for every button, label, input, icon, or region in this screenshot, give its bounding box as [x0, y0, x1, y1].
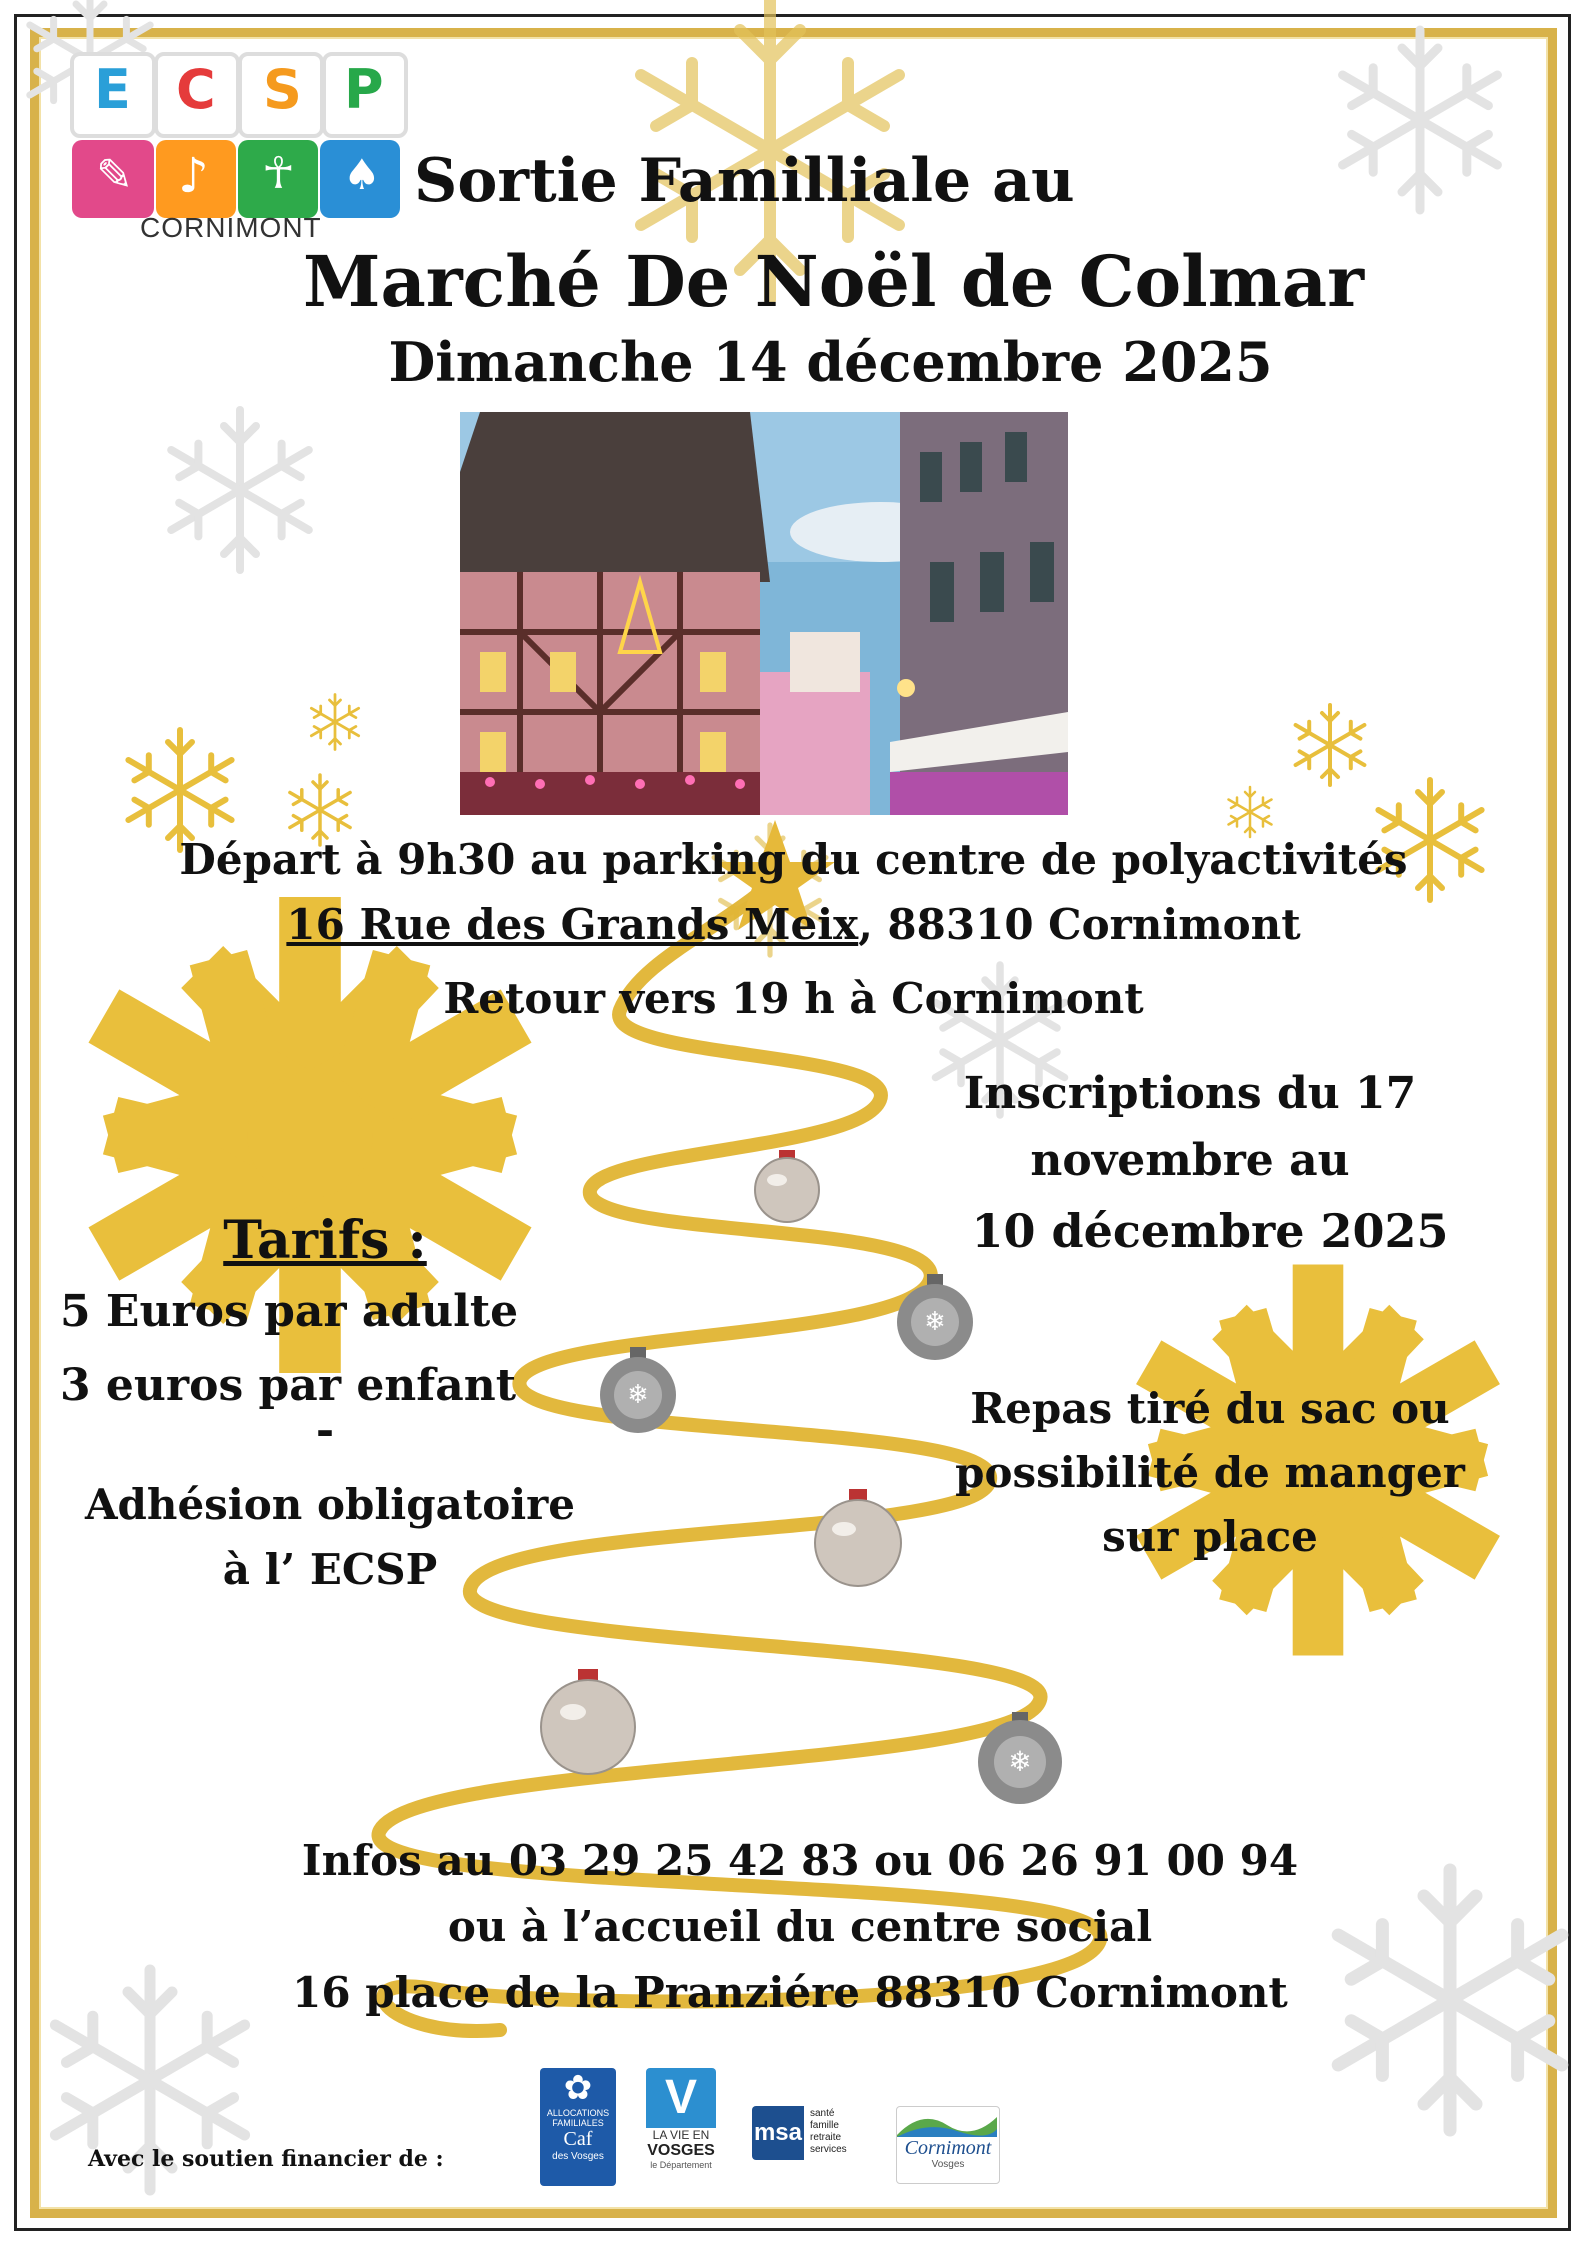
- msa-line: famille: [810, 2120, 839, 2131]
- logo-letter-c: C: [176, 58, 216, 121]
- tarif-child: 3 euros par enfant: [60, 1360, 517, 1411]
- vosges-line-3: le Département: [650, 2160, 712, 2170]
- caf-top: ALLOCATIONS FAMILIALES: [546, 2108, 610, 2128]
- hills-icon: [897, 2107, 997, 2137]
- address-city: , 88310 Cornimont: [858, 900, 1301, 949]
- svg-text:❄: ❄: [924, 1307, 946, 1337]
- tarif-adult: 5 Euros par adulte: [60, 1286, 519, 1337]
- logo-letter-p: P: [344, 58, 384, 121]
- vosges-line-2: VOSGES: [647, 2142, 715, 2159]
- registration-line-1: Inscriptions du 17: [963, 1068, 1417, 1119]
- colmar-photo: [460, 412, 1068, 815]
- msa-line: services: [810, 2144, 847, 2155]
- caf-icon: ✿: [563, 2068, 593, 2108]
- caf-name: Caf: [563, 2128, 593, 2150]
- meal-line-2: possibilité de manger: [955, 1448, 1465, 1497]
- music-note-icon: ♪: [178, 148, 209, 204]
- cornimont-sub: Vosges: [931, 2159, 965, 2170]
- vosges-logo: [646, 2068, 716, 2186]
- support-label: Avec le soutien financier de :: [88, 2146, 444, 2172]
- info-line-3: 16 place de la Pranziére 88310 Cornimont: [292, 1968, 1288, 2017]
- vosges-line-1: LA VIE EN: [652, 2128, 710, 2142]
- cornimont-logo: [896, 2106, 1000, 2184]
- meal-line-1: Repas tiré du sac ou: [970, 1384, 1450, 1433]
- vosges-v-icon: V: [646, 2068, 716, 2128]
- event-date: Dimanche 14 décembre 2025: [388, 330, 1273, 394]
- msa-name: msa: [752, 2106, 804, 2160]
- paintbrush-icon: ✎: [96, 150, 133, 201]
- membership-line-2: à l’ ECSP: [222, 1545, 438, 1594]
- ecsp-logo: [70, 52, 400, 242]
- title-line-2: Marché De Noël de Colmar: [302, 240, 1365, 323]
- address-line: [0, 900, 1587, 949]
- address-street: 16 Rue des Grands Meix: [286, 900, 859, 949]
- msa-logo: [752, 2106, 862, 2160]
- info-line-1: Infos au 03 29 25 42 83 ou 06 26 91 00 94: [301, 1836, 1299, 1885]
- svg-text:❄: ❄: [627, 1380, 649, 1410]
- title-line-1: Sortie Familliale au: [414, 146, 1075, 216]
- msa-line: retraite: [810, 2132, 842, 2143]
- registration-line-3: 10 décembre 2025: [971, 1204, 1449, 1258]
- departure-line: Départ à 9h30 au parking du centre de polyactivités: [179, 835, 1408, 884]
- registration-line-2: novembre au: [1030, 1135, 1350, 1186]
- caf-sub: des Vosges: [552, 2151, 604, 2162]
- logo-subtitle: CORNIMONT: [140, 212, 322, 243]
- cornimont-name: Cornimont: [904, 2137, 992, 2159]
- logo-letter-e: E: [94, 58, 131, 121]
- logo-letter-s: S: [263, 58, 302, 121]
- tarif-dash: -: [315, 1405, 335, 1456]
- dancer-icon: ☥: [262, 148, 295, 199]
- meal-line-3: sur place: [1102, 1512, 1318, 1561]
- cards-icon: ♠: [343, 150, 381, 199]
- membership-line-1: Adhésion obligatoire: [84, 1480, 576, 1529]
- caf-logo: [540, 2068, 616, 2186]
- tarifs-title: Tarifs :: [223, 1210, 427, 1271]
- svg-text:❄: ❄: [1008, 1745, 1032, 1778]
- info-line-2: ou à l’accueil du centre social: [447, 1902, 1153, 1951]
- return-line: Retour vers 19 h à Cornimont: [443, 974, 1144, 1023]
- msa-line: santé: [810, 2108, 835, 2119]
